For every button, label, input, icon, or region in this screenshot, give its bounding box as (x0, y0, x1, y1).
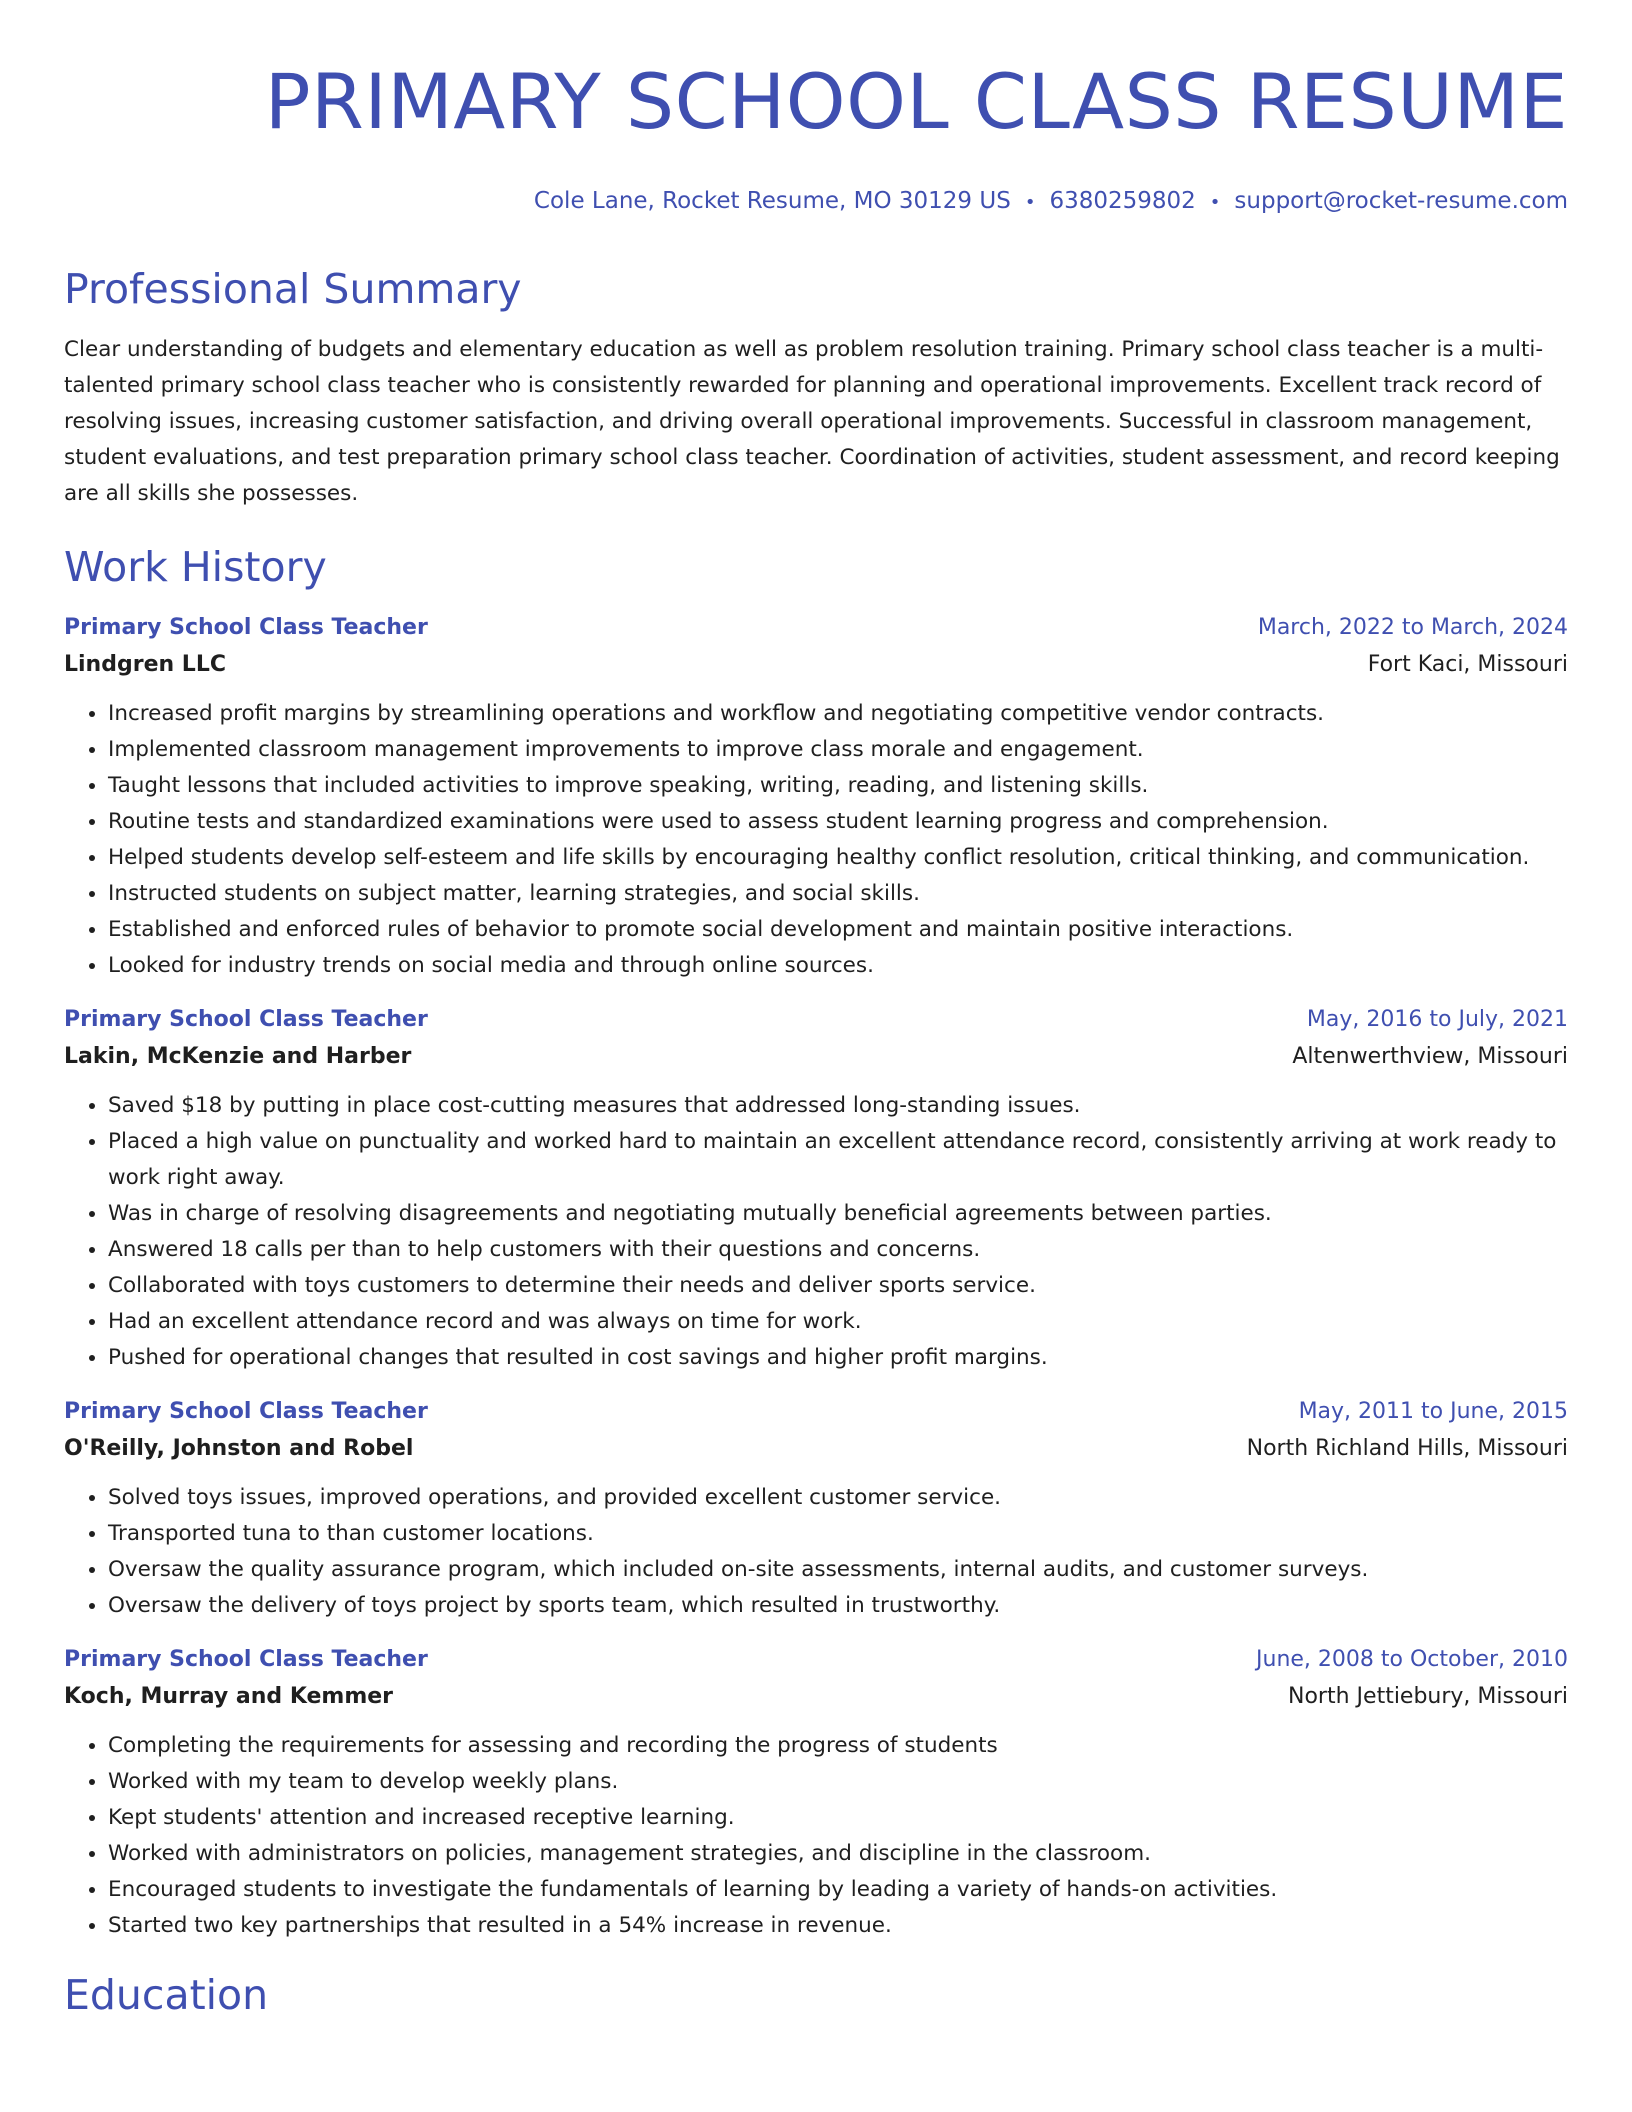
job-entry (64, 1002, 1568, 1376)
job-bullets (64, 696, 1568, 984)
job-header-row (64, 1642, 1568, 1678)
job-company-row (64, 1038, 1568, 1076)
job-location: North Richland Hills, Missouri (1246, 1436, 1568, 1461)
job-header-row (64, 1394, 1568, 1430)
job-bullet: • Looked for industry trends on social media and through online sources. (108, 948, 1568, 984)
contact-address: Cole Lane, Rocket Resume, MO 30129 US (533, 188, 1011, 214)
job-bullets (64, 1480, 1568, 1624)
job-location: North Jettiebury, Missouri (1288, 1684, 1568, 1709)
job-bullet: • Placed a high value on punctuality and worked hard to maintain an excellent attendance record, consistently arriving at work ready to work right away. (108, 1124, 1568, 1196)
job-title: Primary School Class Teacher (64, 1007, 428, 1032)
job-bullet: • Oversaw the delivery of toys project by sports team, which resulted in trustworthy. (108, 1588, 1568, 1624)
job-dates: May, 2011 to June, 2015 (1298, 1399, 1568, 1424)
job-bullets (64, 1728, 1568, 1944)
job-location: Altenwerthview, Missouri (1292, 1044, 1568, 1069)
job-bullet: • Kept students' attention and increased receptive learning. (108, 1800, 1568, 1836)
work-history-heading: Work History (64, 543, 327, 591)
job-company: Lindgren LLC (64, 652, 226, 677)
job-bullet: • Was in charge of resolving disagreements and negotiating mutually beneficial agreements between parties. (108, 1196, 1568, 1232)
contact-phone: 6380259802 (1049, 188, 1196, 214)
job-bullet: • Encouraged students to investigate the fundamentals of learning by leading a variety of hands-on activities. (108, 1872, 1568, 1908)
job-bullet: • Saved $18 by putting in place cost-cutting measures that addressed long-standing issues. (108, 1088, 1568, 1124)
job-company: Koch, Murray and Kemmer (64, 1684, 394, 1709)
job-bullet: • Solved toys issues, improved operations, and provided excellent customer service. (108, 1480, 1568, 1516)
job-title: Primary School Class Teacher (64, 615, 428, 640)
contact-separator: • (1024, 192, 1036, 213)
job-location: Fort Kaci, Missouri (1367, 652, 1568, 677)
job-title: Primary School Class Teacher (64, 1647, 428, 1672)
contact-line (64, 186, 1568, 218)
education-heading: Education (64, 1971, 269, 2019)
job-dates: May, 2016 to July, 2021 (1306, 1007, 1568, 1032)
job-bullet: • Increased profit margins by streamlining operations and workflow and negotiating competitive vendor contracts. (108, 696, 1568, 732)
job-bullet: • Oversaw the quality assurance program, which included on-site assessments, internal audits, and customer surveys. (108, 1552, 1568, 1588)
job-header-row (64, 1002, 1568, 1038)
contact-email[interactable]: support@rocket-resume.com (1234, 188, 1568, 214)
job-bullet: • Taught lessons that included activities to improve speaking, writing, reading, and listening skills. (108, 768, 1568, 804)
contact-separator: • (1209, 192, 1221, 213)
job-bullet: • Answered 18 calls per than to help customers with their questions and concerns. (108, 1232, 1568, 1268)
job-bullets (64, 1088, 1568, 1376)
job-dates: March, 2022 to March, 2024 (1257, 615, 1568, 640)
job-entry (64, 610, 1568, 984)
job-bullet: • Routine tests and standardized examinations were used to assess student learning progress and comprehension. (108, 804, 1568, 840)
job-dates: June, 2008 to October, 2010 (1256, 1647, 1568, 1672)
job-company-row (64, 646, 1568, 684)
job-bullet: • Had an excellent attendance record and was always on time for work. (108, 1304, 1568, 1340)
job-company-row (64, 1678, 1568, 1716)
job-bullet: • Completing the requirements for assessing and recording the progress of students (108, 1728, 1568, 1764)
job-bullet: • Established and enforced rules of behavior to promote social development and maintain positive interactions. (108, 912, 1568, 948)
job-company: Lakin, McKenzie and Harber (64, 1044, 412, 1069)
summary-heading: Professional Summary (64, 265, 522, 313)
job-bullet: • Worked with my team to develop weekly plans. (108, 1764, 1568, 1800)
job-bullet: • Started two key partnerships that resulted in a 54% increase in revenue. (108, 1908, 1568, 1944)
summary-text: Clear understanding of budgets and elementary education as well as problem resolution training. Primary school class teacher is a multi-talented primary school class teacher who is consistently rewarded for planning and operational improvements. Excellent track record of resolving issues, increasing customer satisfaction, and driving overall operational improvements. Successful in classroom management, student evaluations, and test preparation primary school class teacher. Coordination of activities, student assessment, and record keeping are all skills she possesses. (64, 337, 1560, 506)
job-bullet: • Helped students develop self-esteem and life skills by encouraging healthy conflict resolution, critical thinking, and communication. (108, 840, 1568, 876)
job-entry (64, 1642, 1568, 1944)
job-bullet: • Worked with administrators on policies, management strategies, and discipline in the classroom. (108, 1836, 1568, 1872)
job-entry (64, 1394, 1568, 1624)
job-bullet: • Implemented classroom management improvements to improve class morale and engagement. (108, 732, 1568, 768)
resume-page (64, 0, 1568, 2020)
job-bullet: • Instructed students on subject matter, learning strategies, and social skills. (108, 876, 1568, 912)
resume-name: PRIMARY SCHOOL CLASS RESUME (264, 57, 1568, 146)
job-title: Primary School Class Teacher (64, 1399, 428, 1424)
job-bullet: • Collaborated with toys customers to determine their needs and deliver sports service. (108, 1268, 1568, 1304)
job-company: O'Reilly, Johnston and Robel (64, 1436, 414, 1461)
job-bullet: • Transported tuna to than customer locations. (108, 1516, 1568, 1552)
work-history-list (64, 610, 1568, 1944)
job-company-row (64, 1430, 1568, 1468)
job-bullet: • Pushed for operational changes that resulted in cost savings and higher profit margins. (108, 1340, 1568, 1376)
job-header-row (64, 610, 1568, 646)
